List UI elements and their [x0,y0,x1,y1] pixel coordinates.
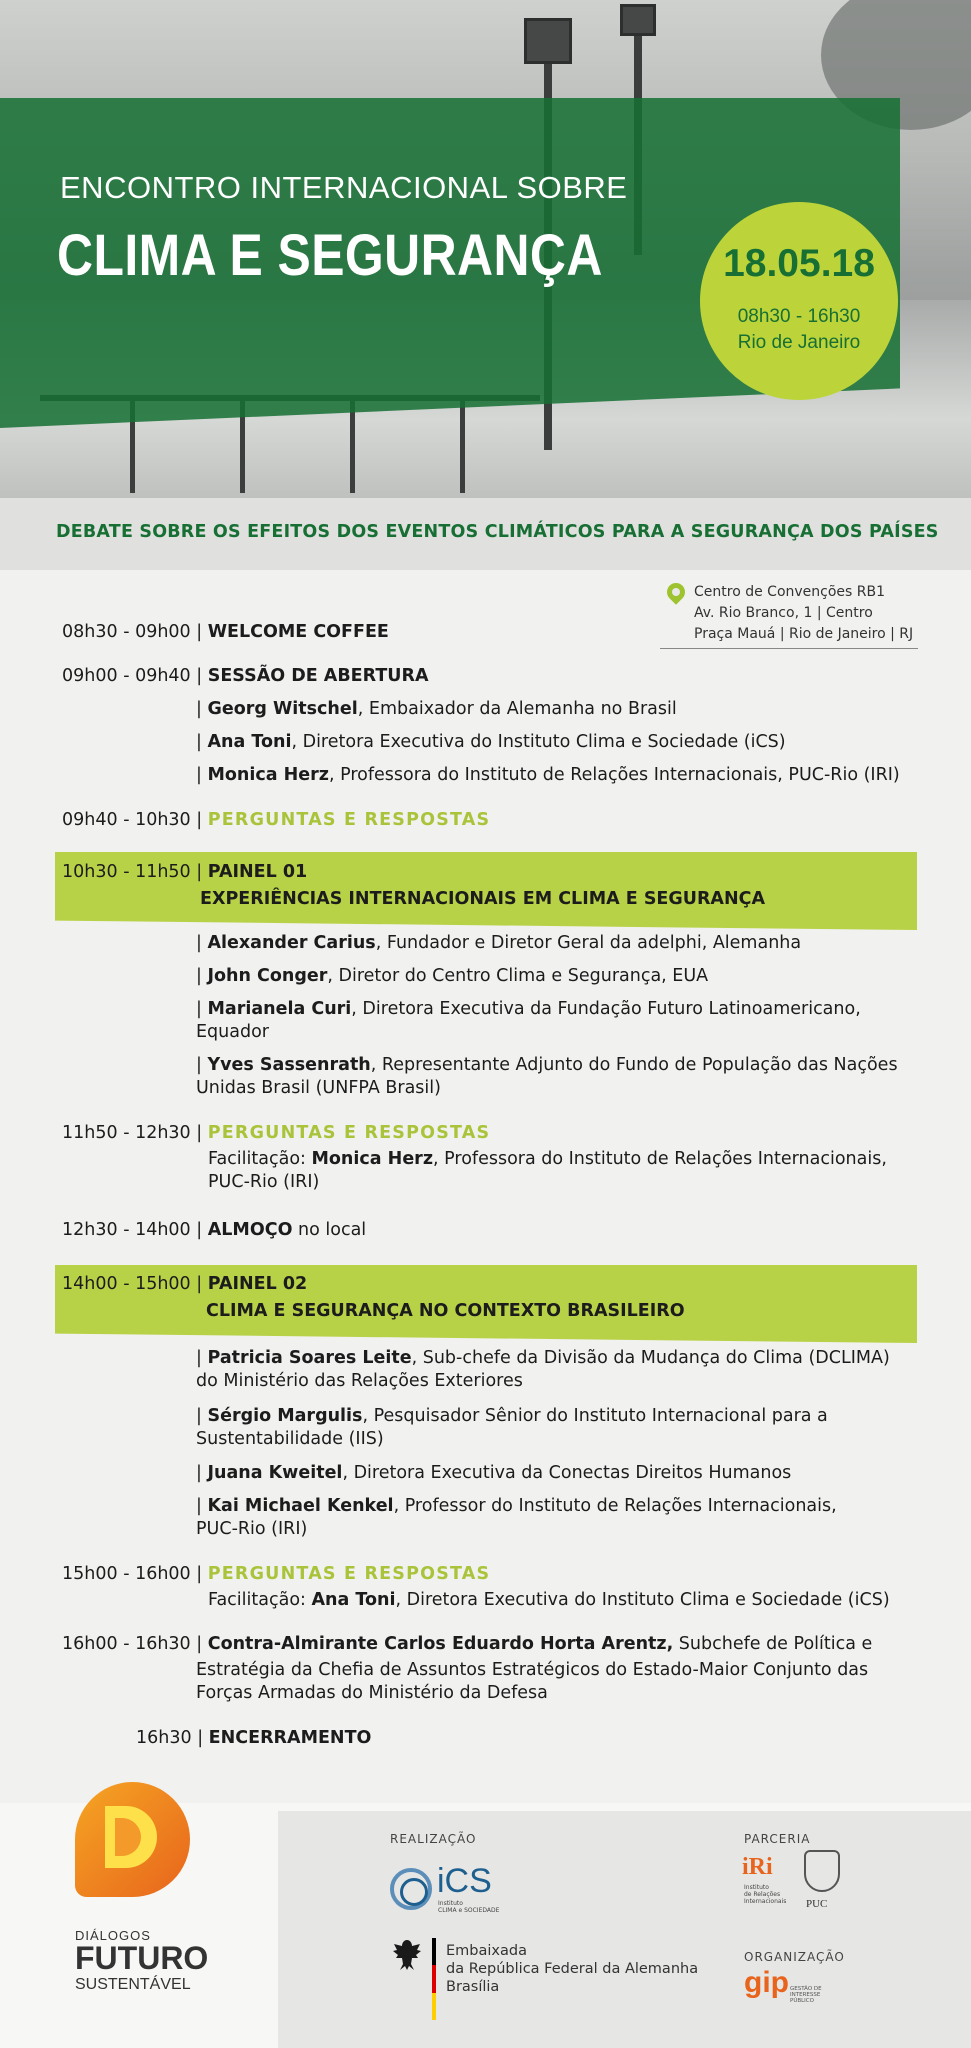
schedule-item-opening: 09h00 - 09h40 | SESSÃO DE ABERTURA [62,666,429,686]
item-title: PERGUNTAS E RESPOSTAS [207,1564,491,1584]
item-time: 11h50 - 12h30 [62,1123,191,1143]
venue-line: Praça Mauá | Rio de Janeiro | RJ [694,626,914,642]
event-time: 08h30 - 16h30 [737,306,861,327]
puc-crest-icon [804,1850,840,1892]
lamp-head [524,18,572,64]
embassy-text: Embaixada da República Federal da Alemanha Brasília [446,1943,699,1995]
schedule-item-lunch: 12h30 - 14h00 | ALMOÇO no local [62,1220,367,1240]
panel-title: EXPERIÊNCIAS INTERNACIONAIS EM CLIMA E SEGURANÇA [200,889,765,909]
puc-logo-text: PUC [806,1898,828,1910]
speaker: | John Conger, Diretor do Centro Clima e Segurança, EUA [196,966,709,986]
facilitator: Facilitação: Ana Toni, Diretora Executiva do Instituto Clima e Sociedade (iCS) [208,1590,890,1610]
speaker: | Alexander Carius, Fundador e Diretor Geral da adelphi, Alemanha [196,933,802,953]
iri-subtitle: Instituto de Relações Internacionais [744,1884,787,1905]
schedule-item-qa: 15h00 - 16h00 | PERGUNTAS E RESPOSTAS [62,1564,491,1584]
schedule-item-closing-speech: 16h00 - 16h30 | Contra-Almirante Carlos Eduardo Horta Arentz, Subchefe de Política e [62,1634,873,1654]
panel-label: PAINEL 02 [207,1274,308,1294]
iri-logo-text: iRi [742,1854,773,1880]
speaker: | Sérgio Margulis, Pesquisador Sênior do Instituto Internacional para a Sustentabilidade (IIS) [196,1406,828,1449]
speaker: | Kai Michael Kenkel, Professor do Instituto de Relações Internacionais, PUC-Rio (IRI) [196,1496,837,1539]
facilitator: Facilitação: Monica Herz, Professora do Instituto de Relações Internacionais, PUC-Rio (IRI) [208,1149,887,1192]
event-city: Rio de Janeiro [737,332,861,353]
event-pretitle: ENCONTRO INTERNACIONAL SOBRE [60,170,628,205]
event-date: 18.05.18 [723,242,875,285]
item-title: WELCOME COFFEE [207,622,389,642]
speaker: | Ana Toni, Diretora Executiva do Instituto Clima e Sociedade (iCS) [196,732,786,752]
brand-line: SUSTENTÁVEL [75,1976,191,1993]
speaker: | Georg Witschel, Embaixador da Alemanha no Brasil [196,699,677,719]
gip-logo-text: gip [744,1966,789,1999]
realizacao-label: REALIZAÇÃO [390,1832,477,1846]
german-eagle-icon [392,1938,422,1972]
venue-line: Av. Rio Branco, 1 | Centro [694,605,873,621]
subtitle-bar [0,498,971,570]
speaker: | Patricia Soares Leite, Sub-chefe da Divisão da Mudança do Clima (DCLIMA) do Ministério das Relações Exteriores [196,1348,890,1391]
ics-logo-text: iCS [437,1862,492,1900]
date-badge [700,202,898,400]
item-time: 10h30 - 11h50 [62,862,191,882]
brand-line: DIÁLOGOS [75,1928,151,1943]
venue-block [660,582,918,649]
schedule-item-end: 16h30 | ENCERRAMENTO [136,1728,372,1748]
item-title: PERGUNTAS E RESPOSTAS [207,1123,491,1143]
item-time: 08h30 - 09h00 [62,622,191,642]
item-time: 09h00 - 09h40 [62,666,191,686]
item-time: 15h00 - 16h00 [62,1564,191,1584]
ics-logo-icon [390,1868,432,1910]
item-title: ENCERRAMENTO [208,1728,372,1748]
event-subtitle: DEBATE SOBRE OS EFEITOS DOS EVENTOS CLIMÁTICOS PARA A SEGURANÇA DOS PAÍSES [56,522,939,542]
schedule-item-qa: 11h50 - 12h30 | PERGUNTAS E RESPOSTAS [62,1123,491,1143]
closing-speech-desc: Estratégia da Chefia de Assuntos Estratégicos do Estado-Maior Conjunto das Forças Armadas do Ministério da Defesa [196,1660,869,1703]
speaker: | Juana Kweitel, Diretora Executiva da Conectas Direitos Humanos [196,1463,792,1483]
panel-label: PAINEL 01 [207,862,308,882]
speaker: | Monica Herz, Professora do Instituto de Relações Internacionais, PUC-Rio (IRI) [196,765,900,785]
schedule-item-welcome: 08h30 - 09h00 | WELCOME COFFEE [62,622,389,642]
lamp-head [620,4,656,36]
speaker: | Marianela Curi, Diretora Executiva da Fundação Futuro Latinoamericano, Equador [196,999,861,1042]
speaker: | Yves Sassenrath, Representante Adjunto do Fundo de População das Nações Unidas Brasil (UNFPA Brasil) [196,1055,898,1098]
organizacao-label: ORGANIZAÇÃO [744,1950,845,1964]
item-time: 14h00 - 15h00 [62,1274,191,1294]
item-time: 12h30 - 14h00 [62,1220,191,1240]
panel-title: CLIMA E SEGURANÇA NO CONTEXTO BRASILEIRO [206,1301,685,1321]
item-time: 09h40 - 10h30 [62,810,191,830]
venue-line: Centro de Convenções RB1 [694,584,886,600]
item-time: 16h30 [136,1728,192,1748]
item-title: PERGUNTAS E RESPOSTAS [207,810,491,830]
brand-line: FUTURO [75,1940,209,1976]
item-title: SESSÃO DE ABERTURA [207,666,429,686]
german-flag-stripe [432,1938,436,2020]
footer-sponsors-area [278,1811,971,2048]
item-title: ALMOÇO [207,1220,293,1240]
schedule-item-qa: 09h40 - 10h30 | PERGUNTAS E RESPOSTAS [62,810,491,830]
railing-post [460,398,465,493]
dialogos-logo-icon [75,1782,190,1897]
ics-subtitle: Instituto CLIMA e SOCIEDADE [438,1900,500,1914]
gip-subtitle: GESTÃO DE INTERESSE PÚBLICO [790,1986,822,2004]
location-pin-icon [663,579,688,604]
parceria-label: PARCERIA [744,1832,811,1846]
schedule-item-panel-1: 10h30 - 11h50 | PAINEL 01 [62,862,308,882]
schedule-item-panel-2: 14h00 - 15h00 | PAINEL 02 [62,1274,308,1294]
event-title: CLIMA E SEGURANÇA [57,223,603,288]
item-time: 16h00 - 16h30 [62,1634,191,1654]
